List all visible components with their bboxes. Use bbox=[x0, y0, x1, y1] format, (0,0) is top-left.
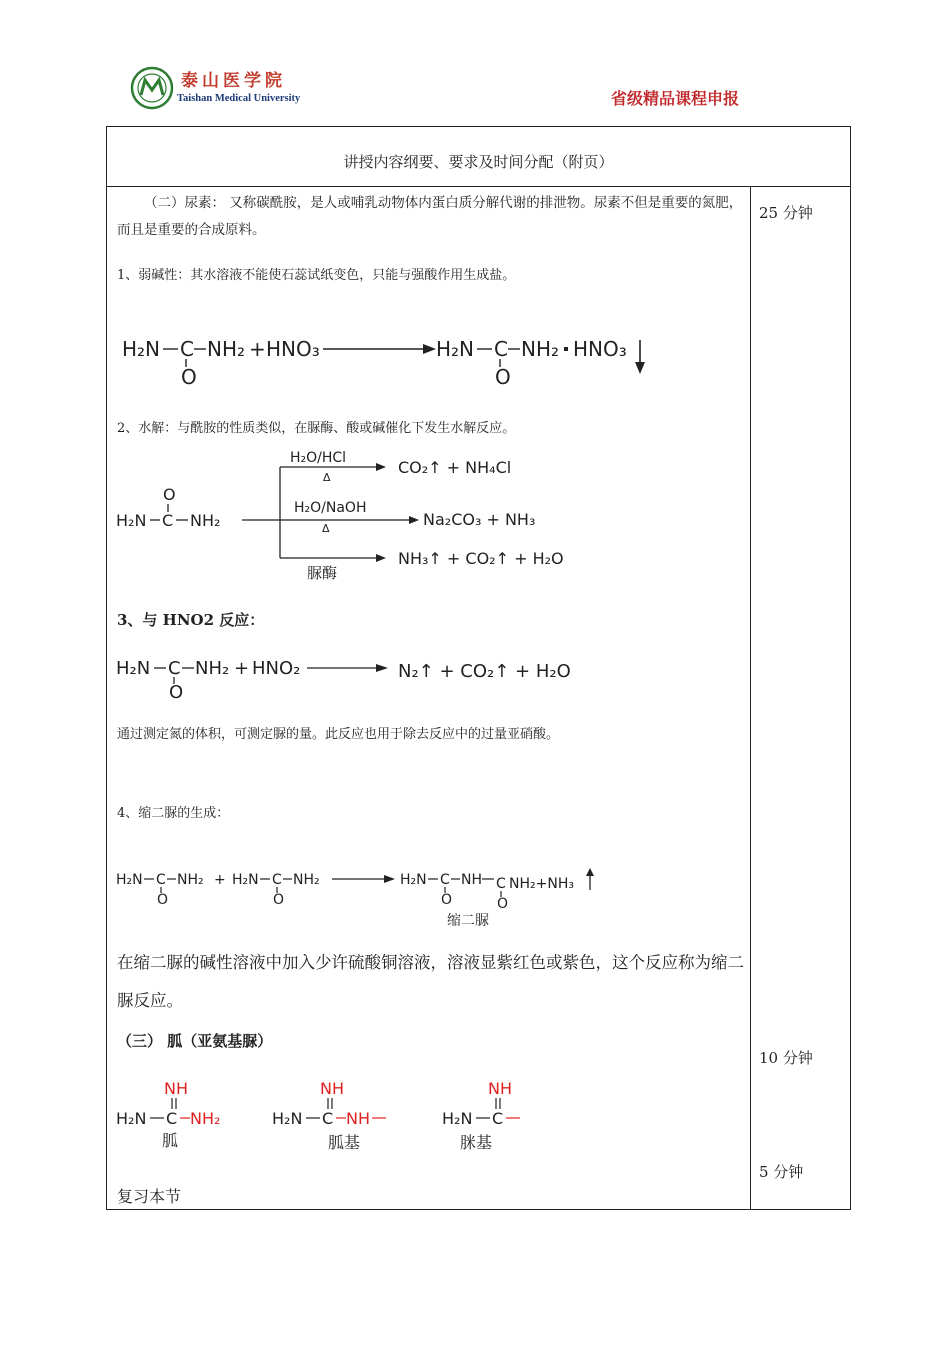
svg-text:C: C bbox=[322, 1109, 334, 1128]
svg-text:Δ: Δ bbox=[323, 471, 331, 484]
svg-text:O: O bbox=[273, 892, 285, 908]
item-nitrous-acid-reaction: 3、与 HNO2 反应： bbox=[117, 611, 265, 629]
time-allocation-guanidine: 10 分钟 bbox=[759, 1049, 813, 1067]
svg-text:C: C bbox=[440, 872, 450, 888]
svg-text:NH₂: NH₂ bbox=[177, 872, 204, 888]
logo-english-name: Taishan Medical University bbox=[177, 93, 301, 104]
biuret-product-label: 缩二脲 bbox=[447, 913, 489, 929]
svg-text:+: + bbox=[249, 337, 266, 361]
svg-text:O: O bbox=[157, 892, 169, 908]
eq1-reactant-label: HNO₃ bbox=[266, 337, 320, 361]
time-allocation-review: 5 分钟 bbox=[759, 1163, 804, 1181]
table-column-divider bbox=[750, 186, 751, 1210]
biuret-reaction-paragraph: 在缩二脲的碱性溶液中加入少许硫酸铜溶液，溶液显紫红色或紫色，这个反应称为缩二脲反应。 bbox=[117, 953, 744, 1010]
svg-text:NH: NH bbox=[461, 872, 482, 888]
equation-urea-nitric-acid bbox=[118, 330, 678, 390]
svg-text:C: C bbox=[180, 337, 194, 361]
svg-text:NH: NH bbox=[164, 1079, 188, 1098]
item-hydrolysis: 2、水解：与酰胺的性质类似，在脲酶、酸或碱催化下发生水解反应。 bbox=[117, 421, 516, 436]
nitrous-acid-note: 通过测定氮的体积，可测定脲的量。此反应也用于除去反应中的过量亚硝酸。 bbox=[117, 727, 560, 742]
svg-text:NH₂: NH₂ bbox=[195, 658, 230, 679]
svg-text:H₂N: H₂N bbox=[116, 872, 143, 888]
item-biuret-formation: 4、缩二脲的生成： bbox=[117, 806, 230, 821]
svg-text:+: + bbox=[214, 872, 226, 888]
hydrolysis-condition-base: H₂O/NaOH bbox=[294, 500, 367, 516]
guanidino-label: 胍基 bbox=[328, 1133, 361, 1152]
svg-text:O: O bbox=[497, 896, 509, 912]
svg-text:H₂N: H₂N bbox=[400, 872, 427, 888]
svg-text:NH₂: NH₂ bbox=[190, 511, 221, 530]
svg-text:O: O bbox=[181, 365, 197, 389]
svg-text:NH₂: NH₂ bbox=[190, 1109, 221, 1128]
table-caption: 讲授内容纲要、要求及时间分配（附页） bbox=[343, 153, 614, 171]
item-weak-basicity: 1、弱碱性：其水溶液不能使石蕊试纸变色，只能与强酸作用生成盐。 bbox=[117, 268, 516, 283]
eq3-products: N₂↑ + CO₂↑ + H₂O bbox=[398, 661, 571, 682]
svg-text:NH₂: NH₂ bbox=[293, 872, 320, 888]
logo-chinese-name: 泰山医学院 bbox=[181, 71, 286, 91]
svg-text:O: O bbox=[169, 682, 184, 700]
page-header-title: 省级精品课程申报 bbox=[611, 89, 740, 108]
svg-text:H₂N: H₂N bbox=[116, 1109, 147, 1128]
urea-intro-paragraph: （二）尿素： 又称碳酰胺，是人或哺乳动物体内蛋白质分解代谢的排泄物。尿素不但是重要的氮肥，而且是重要的合成原料。 bbox=[117, 195, 743, 238]
svg-text:NH₂+NH₃: NH₂+NH₃ bbox=[509, 876, 574, 892]
svg-text:C: C bbox=[494, 337, 508, 361]
table-caption-divider bbox=[106, 186, 851, 187]
svg-text:H₂N: H₂N bbox=[272, 1109, 303, 1128]
svg-text:O: O bbox=[163, 485, 176, 504]
svg-text:H₂N: H₂N bbox=[232, 872, 259, 888]
hydrolysis-product-acid: CO₂↑ + NH₄Cl bbox=[398, 458, 512, 477]
svg-text:C: C bbox=[492, 1109, 504, 1128]
svg-text:H₂N: H₂N bbox=[116, 658, 151, 679]
svg-text:NH₂: NH₂ bbox=[521, 337, 560, 361]
svg-text:H₂N: H₂N bbox=[442, 1109, 473, 1128]
svg-text:C: C bbox=[166, 1109, 178, 1128]
svg-text:C: C bbox=[156, 872, 166, 888]
svg-text:HNO₃: HNO₃ bbox=[573, 337, 627, 361]
svg-text:NH: NH bbox=[488, 1079, 512, 1098]
hydrolysis-condition-acid: H₂O/HCl bbox=[290, 450, 347, 466]
hydrolysis-product-base: Na₂CO₃ + NH₃ bbox=[423, 510, 536, 529]
svg-text:O: O bbox=[495, 365, 511, 389]
university-logo bbox=[130, 66, 174, 110]
svg-text:H₂N: H₂N bbox=[436, 337, 475, 361]
hydrolysis-condition-urease: 脲酶 bbox=[307, 564, 338, 582]
svg-text:+: + bbox=[234, 658, 250, 679]
svg-text:C: C bbox=[162, 511, 174, 530]
svg-text:C: C bbox=[272, 872, 282, 888]
time-allocation-urea: 25 分钟 bbox=[759, 204, 813, 222]
hydrolysis-product-urease: NH₃↑ + CO₂↑ + H₂O bbox=[398, 549, 564, 568]
review-text: 复习本节 bbox=[117, 1187, 182, 1206]
amidino-label: 脒基 bbox=[460, 1133, 493, 1152]
svg-text:H₂N: H₂N bbox=[116, 511, 147, 530]
guanidine-structures bbox=[114, 1074, 534, 1156]
svg-text:NH: NH bbox=[346, 1109, 370, 1128]
svg-text:NH₂: NH₂ bbox=[207, 337, 246, 361]
svg-text:C: C bbox=[496, 876, 506, 892]
svg-text:Δ: Δ bbox=[322, 522, 330, 535]
equation-urea-nitrous-acid bbox=[114, 652, 574, 700]
university-emblem-icon bbox=[130, 66, 174, 110]
section-guanidine-heading: （三） 胍（亚氨基脲） bbox=[117, 1032, 273, 1050]
equation-biuret-formation bbox=[114, 864, 614, 930]
svg-text:C: C bbox=[168, 658, 181, 679]
svg-text:O: O bbox=[441, 892, 453, 908]
eq3-reactant-label: HNO₂ bbox=[252, 658, 301, 679]
svg-text:H₂N: H₂N bbox=[122, 337, 161, 361]
guanidine-label: 胍 bbox=[162, 1131, 179, 1150]
svg-text:NH: NH bbox=[320, 1079, 344, 1098]
equation-urea-hydrolysis bbox=[114, 446, 569, 586]
